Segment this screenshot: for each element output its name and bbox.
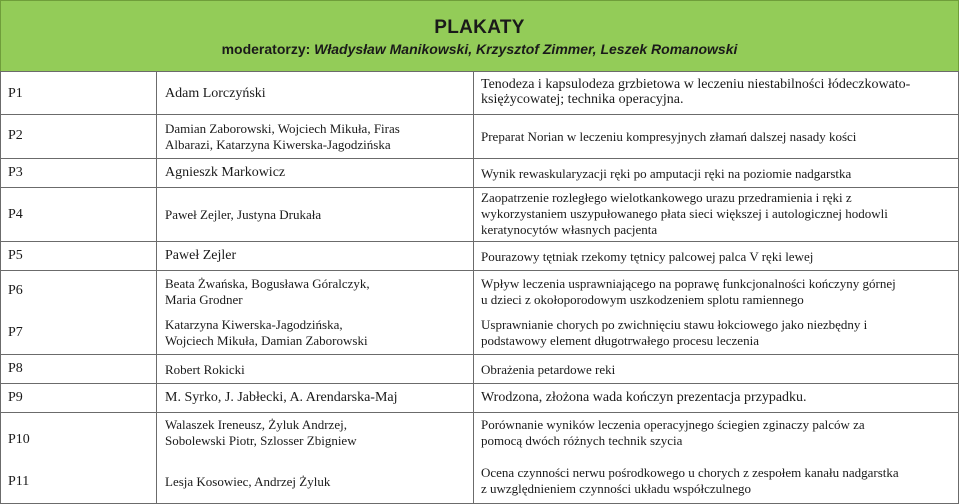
poster-title: Tenodeza i kapsulodeza grzbietowa w leczeniu niestabilności łódeczkowato- xyxy=(481,77,911,92)
poster-number: P3 xyxy=(8,165,23,180)
poster-title: pomocą dwóch różnych technik szycia xyxy=(481,433,683,448)
poster-number: P6 xyxy=(8,283,23,298)
poster-title: wykorzystaniem uszypułowanego płata sieci większej i autologicznej hodowli xyxy=(481,206,888,221)
poster-authors: Wojciech Mikuła, Damian Zaborowski xyxy=(165,333,368,348)
poster-authors: Sobolewski Piotr, Szlosser Zbigniew xyxy=(165,433,357,448)
poster-authors: Paweł Zejler, Justyna Drukała xyxy=(165,207,322,222)
poster-title: podstawowy element długotrwałego procesu leczenia xyxy=(481,333,759,348)
poster-number: P10 xyxy=(8,432,30,447)
column-divider xyxy=(473,71,474,504)
row-divider xyxy=(0,187,959,188)
row-divider xyxy=(0,114,959,115)
poster-number: P5 xyxy=(8,248,23,263)
column-divider xyxy=(0,71,1,504)
moderators-names: Władysław Manikowski, Krzysztof Zimmer, Leszek Romanowski xyxy=(314,41,738,57)
poster-title: Wpływ leczenia usprawniającego na poprawę funkcjonalności kończyny górnej xyxy=(481,276,896,291)
poster-authors: Paweł Zejler xyxy=(165,248,237,263)
poster-title: Pourazowy tętniak rzekomy tętnicy palcowej palca V ręki lewej xyxy=(481,249,814,264)
poster-title: Obrażenia petardowe reki xyxy=(481,362,616,377)
poster-authors: Lesja Kosowiec, Andrzej Żyluk xyxy=(165,474,331,489)
moderators-line xyxy=(1,41,958,57)
poster-number: P9 xyxy=(8,390,23,405)
poster-authors: Maria Grodner xyxy=(165,292,243,307)
poster-authors: Beata Żwańska, Bogusława Góralczyk, xyxy=(165,276,370,291)
header-banner xyxy=(0,0,959,72)
poster-title: Ocena czynności nerwu pośrodkowego u chorych z zespołem kanału nadgarstka xyxy=(481,465,899,480)
poster-authors: Walaszek Ireneusz, Żyluk Andrzej, xyxy=(165,417,347,432)
poster-number: P2 xyxy=(8,128,23,143)
row-divider xyxy=(0,354,959,355)
poster-authors: Agnieszk Markowicz xyxy=(165,165,286,180)
poster-title: księżycowatej; technika operacyjna. xyxy=(481,92,684,107)
row-divider xyxy=(0,158,959,159)
poster-title: Zaopatrzenie rozległego wielotkankowego urazu przedramienia i ręki z xyxy=(481,190,852,205)
poster-number: P4 xyxy=(8,207,23,222)
poster-authors: Albarazi, Katarzyna Kiwerska-Jagodzińska xyxy=(165,137,391,152)
poster-number: P7 xyxy=(8,325,23,340)
poster-authors: Robert Rokicki xyxy=(165,362,245,377)
poster-table xyxy=(0,71,959,504)
poster-title: Preparat Norian w leczeniu kompresyjnych złamań dalszej nasady kości xyxy=(481,129,857,144)
poster-authors: M. Syrko, J. Jabłecki, A. Arendarska-Maj xyxy=(165,390,398,405)
poster-number: P1 xyxy=(8,86,23,101)
poster-authors: Damian Zaborowski, Wojciech Mikuła, Firas xyxy=(165,121,400,136)
poster-title: Usprawnianie chorych po zwichnięciu stawu łokciowego jako niezbędny i xyxy=(481,317,868,332)
row-divider xyxy=(0,71,959,72)
page-title: PLAKATY xyxy=(434,17,525,38)
row-divider xyxy=(0,241,959,242)
row-divider xyxy=(0,412,959,413)
poster-number: P11 xyxy=(8,474,30,489)
poster-title: Wynik rewaskularyzacji ręki po amputacji ręki na poziomie nadgarstka xyxy=(481,166,852,181)
row-divider xyxy=(0,383,959,384)
poster-title: Wrodzona, złożona wada kończyn prezentacja przypadku. xyxy=(481,390,807,405)
poster-title: Porównanie wyników leczenia operacyjnego ściegien zginaczy palców za xyxy=(481,417,865,432)
row-divider xyxy=(0,270,959,271)
moderators-prefix: moderatorzy: xyxy=(221,41,311,57)
poster-authors: Adam Lorczyński xyxy=(165,86,266,101)
poster-title: u dzieci z okołoporodowym uszkodzeniem splotu ramiennego xyxy=(481,292,804,307)
poster-authors: Katarzyna Kiwerska-Jagodzińska, xyxy=(165,317,343,332)
column-divider xyxy=(156,71,157,504)
poster-title: keratynocytów własnych pacjenta xyxy=(481,222,658,237)
poster-number: P8 xyxy=(8,361,23,376)
poster-title: z uwzględnieniem czynności układu współczulnego xyxy=(481,481,752,496)
